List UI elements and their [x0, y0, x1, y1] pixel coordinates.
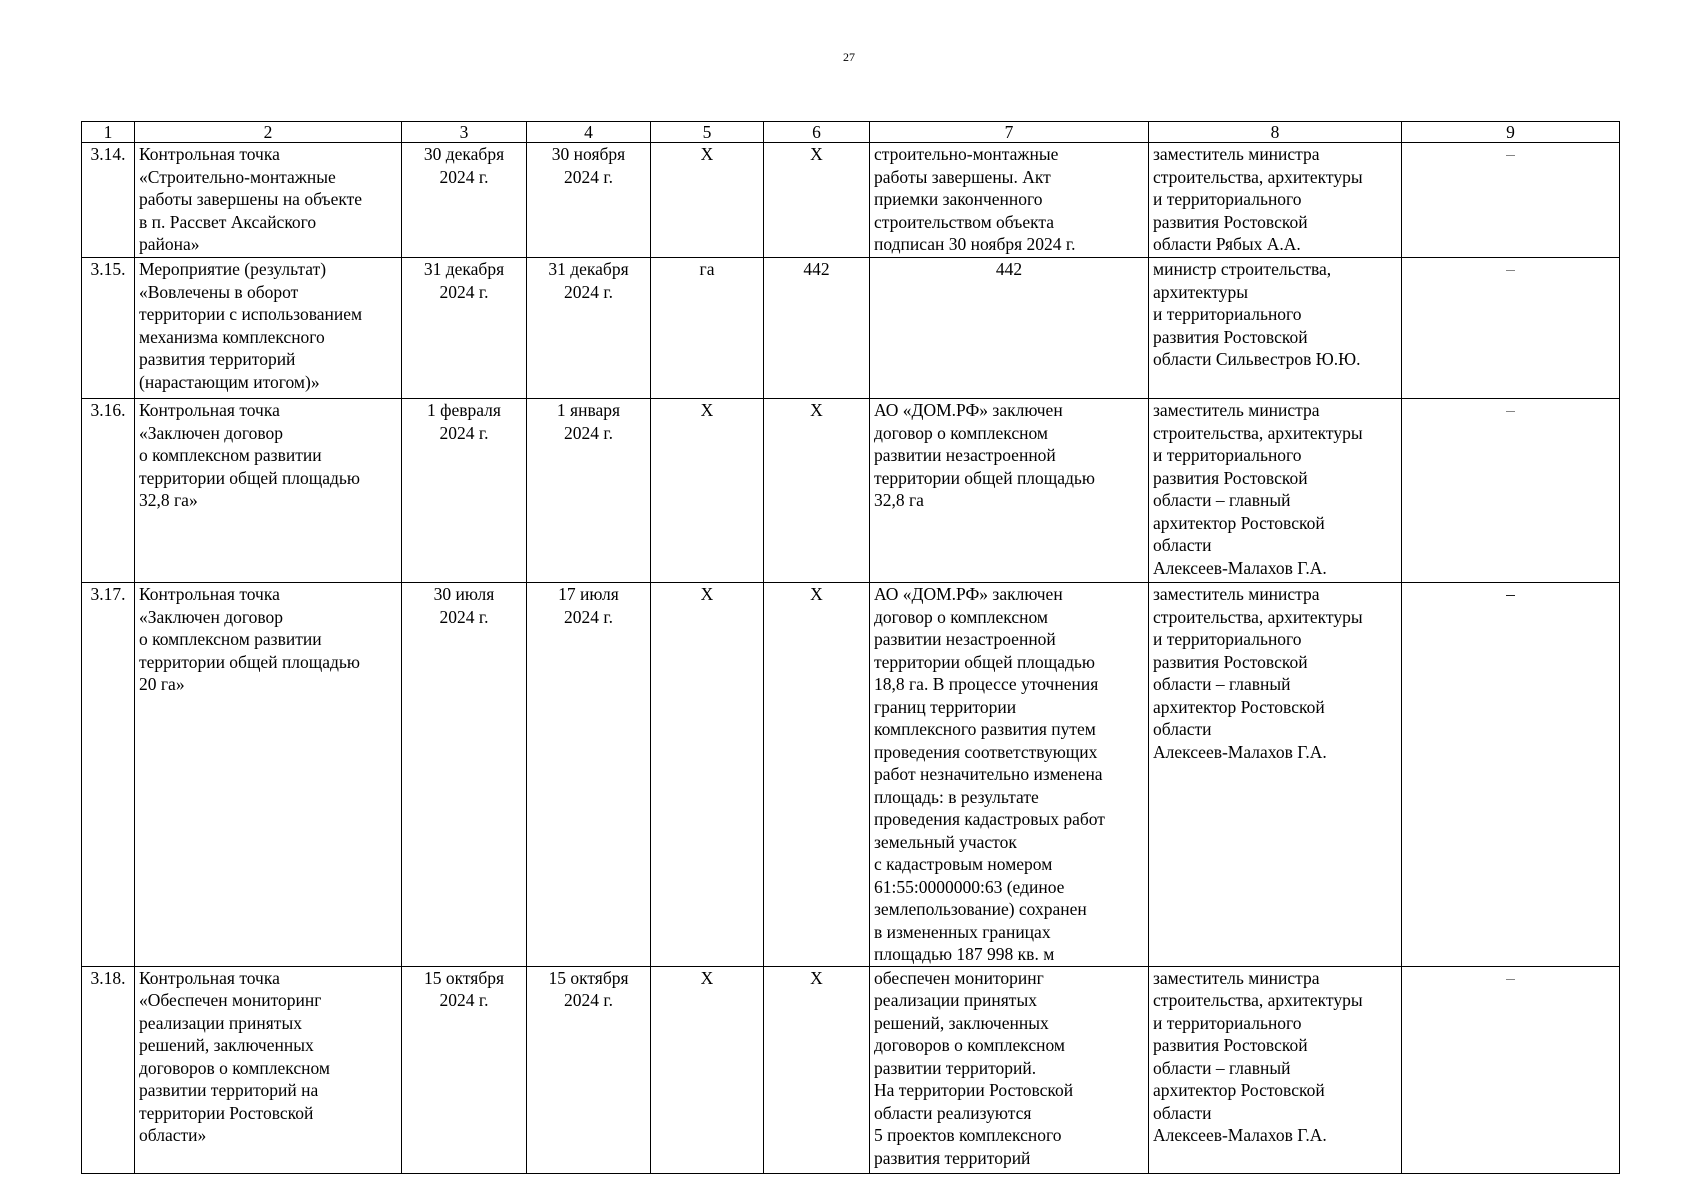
table-row [82, 583, 1620, 967]
column-header: 9 [1402, 122, 1620, 143]
row-number: 3.14. [82, 143, 135, 258]
result: АО «ДОМ.РФ» заключен договор о комплексном развитии незастроенной территории общей площадью 18,8 га. В процессе уточнения границ территории комплексного развития путем проведения соответствующих работ незначительно изменена площадь: в результате проведения кадастровых работ земельный участок с кадастровым номером 61:55:0000000:63 (единое землепользование) сохранен в измененных границах площадью 187 998 кв. м [870, 583, 1149, 967]
date-fact: 15 октября 2024 г. [527, 966, 651, 1173]
row-name: Контрольная точка «Обеспечен мониторинг реализации принятых решений, заключенных договоров о комплексном развитии территорий на территории Ростовской области» [135, 966, 402, 1173]
page-number: 27 [843, 50, 855, 64]
date-fact: 30 ноября 2024 г. [527, 143, 651, 258]
date-plan: 30 декабря 2024 г. [402, 143, 527, 258]
unit: Х [651, 143, 764, 258]
result: строительно-монтажные работы завершены. Акт приемки законченного строительством объекта подписан 30 ноября 2024 г. [870, 143, 1149, 258]
column-header: 8 [1149, 122, 1402, 143]
row-name: Контрольная точка «Заключен договор о комплексном развитии территории общей площадью 20 га» [135, 583, 402, 967]
date-plan: 30 июля 2024 г. [402, 583, 527, 967]
value: Х [764, 399, 870, 583]
table-row [82, 399, 1620, 583]
value: Х [764, 143, 870, 258]
column-header: 4 [527, 122, 651, 143]
date-plan: 1 февраля 2024 г. [402, 399, 527, 583]
row-name: Контрольная точка «Заключен договор о комплексном развитии территории общей площадью 32,8 га» [135, 399, 402, 583]
row-number: 3.15. [82, 258, 135, 399]
row-name: Контрольная точка «Строительно-монтажные работы завершены на объекте в п. Рассвет Аксайского района» [135, 143, 402, 258]
column-header: 7 [870, 122, 1149, 143]
responsible: заместитель министра строительства, архитектуры и территориального развития Ростовской области Рябых А.А. [1149, 143, 1402, 258]
date-plan: 31 декабря 2024 г. [402, 258, 527, 399]
result: АО «ДОМ.РФ» заключен договор о комплексном развитии незастроенной территории общей площадью 32,8 га [870, 399, 1149, 583]
note: – [1402, 583, 1620, 967]
date-fact: 1 января 2024 г. [527, 399, 651, 583]
row-number: 3.18. [82, 966, 135, 1173]
unit: Х [651, 399, 764, 583]
note: – [1402, 966, 1620, 1173]
column-header: 6 [764, 122, 870, 143]
date-fact: 31 декабря 2024 г. [527, 258, 651, 399]
responsible: заместитель министра строительства, архитектуры и территориального развития Ростовской области – главный архитектор Ростовской области Алексеев-Малахов Г.А. [1149, 583, 1402, 967]
result: 442 [870, 258, 1149, 399]
responsible: министр строительства, архитектуры и территориального развития Ростовской области Сильвестров Ю.Ю. [1149, 258, 1402, 399]
responsible: заместитель министра строительства, архитектуры и территориального развития Ростовской области – главный архитектор Ростовской области Алексеев-Малахов Г.А. [1149, 399, 1402, 583]
responsible: заместитель министра строительства, архитектуры и территориального развития Ростовской области – главный архитектор Ростовской области Алексеев-Малахов Г.А. [1149, 966, 1402, 1173]
value: 442 [764, 258, 870, 399]
table-row [82, 258, 1620, 399]
date-plan: 15 октября 2024 г. [402, 966, 527, 1173]
result: обеспечен мониторинг реализации принятых решений, заключенных договоров о комплексном развитии территорий. На территории Ростовской области реализуются 5 проектов комплексного развития территорий [870, 966, 1149, 1173]
column-header: 3 [402, 122, 527, 143]
row-number: 3.17. [82, 583, 135, 967]
column-numbers-row [82, 122, 1620, 143]
date-fact: 17 июля 2024 г. [527, 583, 651, 967]
note: – [1402, 399, 1620, 583]
unit: Х [651, 966, 764, 1173]
note: – [1402, 258, 1620, 399]
report-table [81, 121, 1620, 1174]
row-name: Мероприятие (результат) «Вовлечены в оборот территории с использованием механизма комплексного развития территорий (нарастающим итогом)» [135, 258, 402, 399]
unit: Х [651, 583, 764, 967]
table-row [82, 966, 1620, 1173]
column-header: 1 [82, 122, 135, 143]
table-row [82, 143, 1620, 258]
unit: га [651, 258, 764, 399]
value: Х [764, 583, 870, 967]
note: – [1402, 143, 1620, 258]
column-header: 2 [135, 122, 402, 143]
column-header: 5 [651, 122, 764, 143]
value: Х [764, 966, 870, 1173]
row-number: 3.16. [82, 399, 135, 583]
